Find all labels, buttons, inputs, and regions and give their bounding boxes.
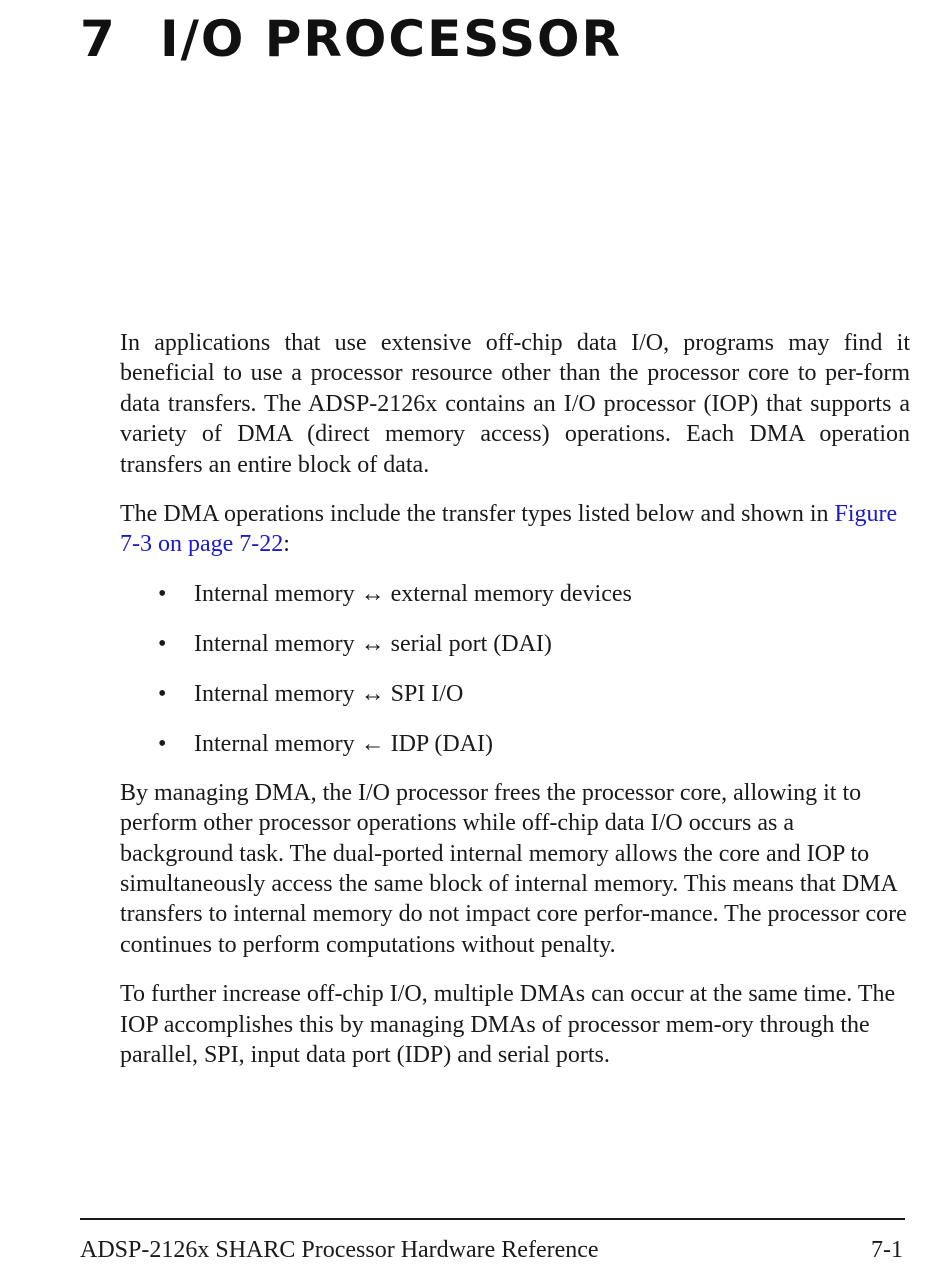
list-item: [120, 679, 910, 709]
bullet-icon: •: [158, 580, 167, 607]
transfer-type-label: Internal memory ↔ external memory devices: [194, 580, 632, 607]
intro-paragraph: In applications that use extensive off-chip data I/O, programs may find it beneficial to use a processor resource other than the processor core to per-form data transfers. The ADSP-2126x contains an I/O processor (IOP) that supports a variety of DMA (direct memory access) operations. Each DMA operation transfers an entire block of data.: [120, 330, 910, 478]
multiple-dma-paragraph: To further increase off-chip I/O, multiple DMAs can occur at the same time. The IOP accomplishes this by managing DMAs of processor mem-ory through the parallel, SPI, input data port (IDP) and serial ports.: [120, 981, 896, 1069]
chapter-number: 7: [80, 10, 117, 68]
bullet-icon: •: [158, 730, 167, 757]
dma-operations-lead: The DMA operations include the transfer types listed below and shown in: [120, 501, 835, 528]
chapter-title: I/O PROCESSOR: [160, 10, 623, 68]
managing-dma-paragraph: By managing DMA, the I/O processor frees the processor core, allowing it to perform other processor operations while off-chip data I/O occurs as a background task. The dual-ported internal memory allows the core and IOP to simultaneously access the same block of internal memory. This means that DMA transfers to internal memory do not impact core perfor-mance. The processor core continues to perform computations without penalty.: [120, 779, 907, 958]
transfer-type-label: Internal memory ← IDP (DAI): [194, 730, 494, 757]
chapter-heading: [80, 8, 622, 70]
footer-book-title: ADSP-2126x SHARC Processor Hardware Reference: [80, 1237, 599, 1263]
dma-operations-colon: :: [283, 531, 290, 558]
bullet-icon: •: [158, 630, 167, 657]
footer-page-number: 7-1: [871, 1237, 903, 1263]
figure-7-3-link[interactable]: Figure 7-3 on page 7-22: [120, 501, 898, 558]
list-item: [120, 729, 910, 759]
list-item: [120, 629, 910, 659]
transfer-type-label: Internal memory ↔ SPI I/O: [194, 680, 464, 707]
transfer-type-label: Internal memory ↔ serial port (DAI): [194, 630, 552, 657]
transfer-types-list: [120, 579, 910, 759]
dma-operations-paragraph: [120, 499, 910, 560]
bullet-icon: •: [158, 680, 167, 707]
chapter-body: [120, 328, 910, 1090]
footer-divider: [80, 1218, 905, 1220]
list-item: [120, 579, 910, 609]
